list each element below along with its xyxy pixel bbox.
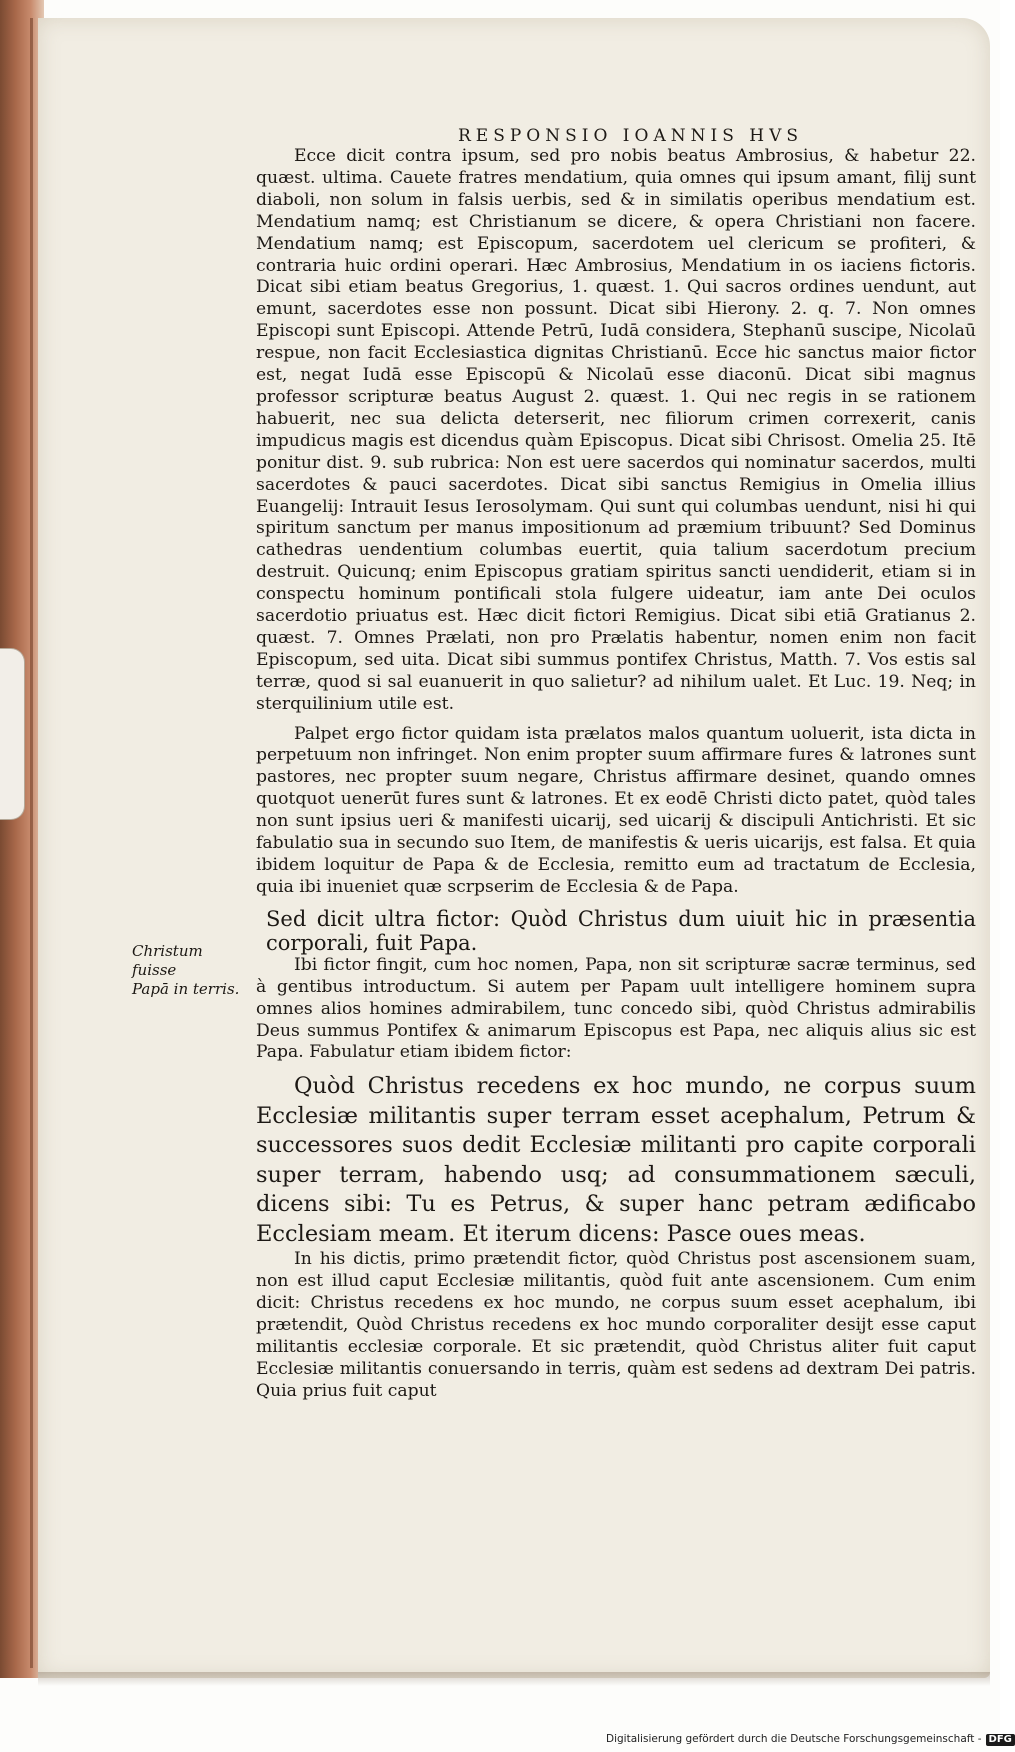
- marginal-note-line: Papā in terris.: [132, 980, 240, 998]
- dfg-logo: DFG: [986, 1734, 1015, 1746]
- credit-text: Digitalisierung gefördert durch die Deutsche Forschungsgemeinschaft -: [606, 1733, 982, 1745]
- paragraph-citations: Ecce dicit contra ipsum, sed pro nobis beatus Ambrosius, & habetur 22. quæst. ultima. Cauete fratres mendatium, quia omnes qui ipsum amant, filij sunt diaboli, non solum in falsis uerbis, sed & in similatis operibus mendatium est. Mendatium namq; est Christianum se dicere, & opera Christiani non facere. Mendatium namq; est Episcopum, sacerdotem uel clericum se profiteri, & contraria huic ordini operari. Hæc Ambrosius, Mendatium in os iaciens fictoris. Dicat sibi etiam beatus Gregorius, 1. quæst. 1. Qui sacros ordines uendunt, aut emunt, sacerdotes esse non possunt. Dicat sibi Hierony. 2. q. 7. Non omnes Episcopi sunt Episcopi. Attende Petrū, Iudā considera, Stephanū suscipe, Nicolaū respue, non facit Ecclesiastica dignitas Christianū. Ecce hic sanctus maior fictor est, negat Iudā esse Episcopū & Nicolaū esse diaconū. Dicat sibi magnus professor scripturæ beatus August 2. quæst. 1. Qui nec regis in se rationem habuerit, nec sua delicta deterserit, nec filiorum crimen correxerit, canis impudicus magis est dicendus quàm Episcopus. Dicat sibi Chrisost. Omelia 25. Itē ponitur dist. 9. sub rubrica: Non est uere sacerdos qui nominatur sacerdos, multi sacerdotes & pauci sacerdotes. Dicat sibi sanctus Remigius in Omelia illius Euangelij: Intrauit Iesus Ierosolymam. Qui sunt qui columbas uendunt, nisi hi qui spiritum sanctum per manus impositionum ad præmium tribuunt? Sed Dominus cathedras uendentium columbas euertit, quia talium sacerdotum precium destruit. Quicunq; enim Episcopus gratiam spiritus sancti uendiderit, etiam si in conspectu hominum pontificali stola fulgere uideatur, iam ante Dei oculos sacerdotio priuatus est. Hæc dicit fictori Remigius. Dicat sibi etiā Gratianus 2. quæst. 7. Omnes Prælati, non pro Prælatis habentur, nomen enim non facit Episcopum, sed uita. Dicat sibi summus pontifex Christus, Matth. 7. Vos estis sal terræ, quod si sal euanuerit in quo salietur? ad nihilum ualet. Et Luc. 19. Neq; in sterquilinium utile est.: [256, 146, 976, 714]
- marginal-note: [132, 942, 250, 999]
- body-text: [256, 146, 976, 1403]
- paragraph-palpet: Palpet ergo fictor quidam ista prælatos malos quantum uoluerit, ista dicta in perpetuum non infringet. Non enim propter suum affirmare fures & latrones sunt pastores, nec propter suum negare, Christus affirmare desinet, quando omnes quotquot uenerūt fures sunt & latrones. Et ex eodē Christi dicto patet, quòd tales non sunt ipsius ueri & manifesti uicarij, sed uicarij & discipuli Antichristi. Et sic fabulatio sua in secundo suo Item, de manifestis & ueris uicarijs, est falsa. Et quia ibidem loquitur de Papa & de Ecclesia, remitto eum ad tractatum de Ecclesia, quia ibi inueniet quæ scrpserim de Ecclesia & de Papa.: [256, 723, 976, 897]
- binding-line: [30, 18, 33, 1668]
- digitization-credit: [606, 1733, 1015, 1746]
- page-clip-tab: [0, 648, 25, 820]
- paragraph-in-his-dictis: In his dictis, primo prætendit fictor, quòd Christus post ascensionem suam, non est illud caput Ecclesiæ militantis, quòd fuit ante ascensionem. Cum enim dicit: Christus recedens ex hoc mundo, ne corpus suum esset acephalum, ibi prætendit, Quòd Christus recedens ex hoc mundo corporaliter desijt esse caput militantis ecclesiæ corporale. Et sic prætendit, quòd Christus aliter fuit caput Ecclesiæ militantis conuersando in terris, quàm est sedens ad dextram Dei patris. Quia prius fuit caput: [256, 1249, 976, 1401]
- paragraph-response: Ibi fictor fingit, cum hoc nomen, Papa, non sit scripturæ sacræ terminus, sed à gentibus introductum. Si autem per Papam uult intelligere hominem supra omnes alios homines admirabilem, tunc concedo sibi, quòd Christus admirabilis Deus summus Pontifex & animarum Episcopus est Papa, nec aliquis alius sic est Papa. Fabulatur etiam ibidem fictor:: [256, 954, 976, 1063]
- marginal-note-line: Christum fuisse: [132, 942, 203, 979]
- running-head: RESPONSIO IOANNIS HVS: [458, 126, 804, 146]
- quoted-claim-petrus: Quòd Christus recedens ex hoc mundo, ne corpus suum Ecclesiæ militantis super terram esset acephalum, Petrum & successores suos dedit Ecclesiæ militanti pro capite corporali super terram, habendo usq; ad consummationem sæculi, dicens sibi: Tu es Petrus, & super hanc petram ædificabo Ecclesiam meam. Et iterum dicens: Pasce oues meas.: [256, 1073, 976, 1247]
- page-shadow: [38, 1672, 990, 1686]
- quoted-claim-papa: Sed dicit ultra fictor: Quòd Christus dum uiuit hic in præsentia corporali, fuit Papa.: [266, 906, 976, 955]
